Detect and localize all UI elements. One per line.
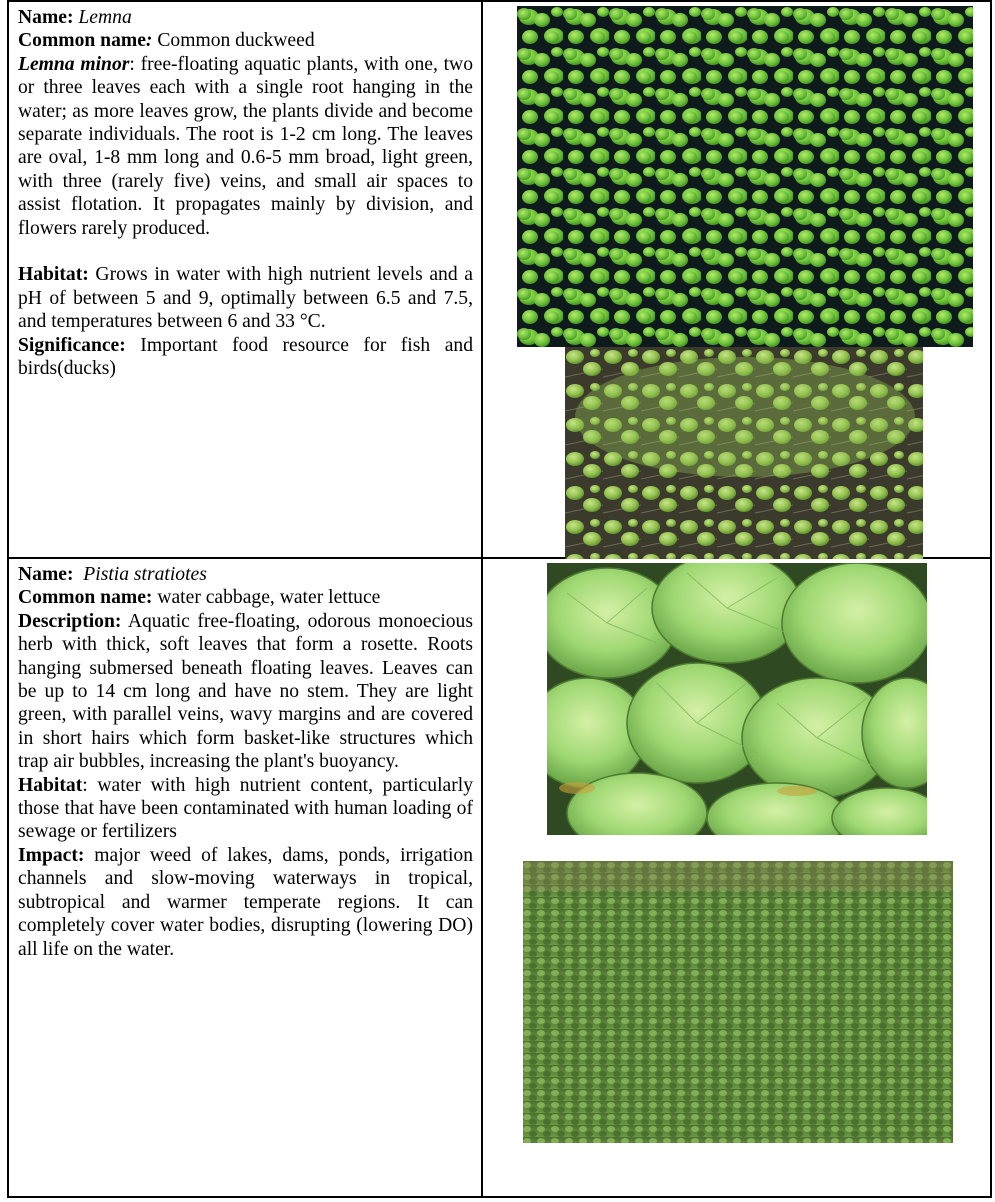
pistia-name-label: Name: (18, 564, 74, 585)
lemna-common-label: Common name (18, 30, 146, 52)
lemna-common-line (18, 29, 473, 52)
pistia-common-value: water cabbage, water lettuce (157, 587, 381, 609)
pistia-name-value: Pistia stratiotes (83, 564, 207, 585)
lemna-significance-paragraph (18, 334, 473, 381)
pistia-text-cell (9, 559, 481, 1196)
lemna-significance-text: Important food resource for fish and birds(ducks) (18, 334, 473, 380)
lemna-name-label: Name: (18, 7, 74, 28)
pistia-name-line (18, 563, 473, 586)
lemna-common-value: Common duckweed (157, 30, 315, 52)
lemna-name-value: Lemna (78, 7, 132, 28)
lemna-text-cell (9, 2, 481, 557)
duckweed-photo-top (517, 6, 973, 347)
pistia-impact-text: major weed of lakes, dams, ponds, irrigation channels and slow-moving waterways in tropical, subtropical and warmer temperate regions. It can completely cover water bodies, disrupting (lowering DO) all life on the water. (18, 844, 473, 960)
pistia-image-cell (483, 559, 990, 1196)
table-row-lemna (9, 2, 990, 559)
water-lettuce-carpet-photo (523, 861, 953, 1143)
lemna-species-text: : free-floating aquatic plants, with one, two or three leaves each with a single root hanging in the water; as more leaves grow, the plants divide and become separate individuals. The root is 1-2 cm long. The leaves are oval, 1-8 mm long and 0.6-5 mm broad, light green, with three (rarely five) veins, and small air spaces to assist flotation. It propagates mainly by division, and flowers rarely produced. (18, 53, 473, 239)
pistia-impact-label: Impact: (18, 844, 85, 866)
pistia-habitat-paragraph (18, 774, 473, 844)
lemna-species-paragraph (18, 53, 473, 240)
pistia-habitat-label: Habitat (18, 774, 83, 796)
water-lettuce-photo (547, 563, 927, 835)
pistia-habitat-text: : water with high nutrient content, particularly those that have been contaminated with human loading of sewage or fertilizers (18, 774, 473, 843)
species-table (7, 0, 992, 1198)
lemna-species-label: Lemna minor (18, 53, 130, 75)
pistia-common-line (18, 586, 473, 609)
pistia-description-paragraph (18, 610, 473, 774)
duckweed-photo-bottom (565, 347, 923, 559)
lemna-image-cell (483, 2, 990, 557)
lemna-name-line (18, 6, 473, 29)
pistia-common-label: Common name: (18, 587, 153, 609)
pistia-description-text: Aquatic free-floating, odorous monoecious herb with thick, soft leaves that form a rosette. Roots hanging submersed beneath floating leaves. Leaves can be up to 14 cm long and have no stem. They are light green, with parallel veins, wavy margins and are covered in short hairs which form basket-like structures which trap air bubbles, increasing the plant's buoyancy. (18, 610, 473, 773)
lemna-significance-label: Significance: (18, 334, 126, 356)
pistia-description-label: Description: (18, 610, 122, 632)
lemna-habitat-text: Grows in water with high nutrient levels and a pH of between 5 and 9, optimally between 6.5 and 7.5, and temperatures between 6 and 33 °C. (18, 264, 473, 333)
pistia-impact-paragraph (18, 844, 473, 961)
table-row-pistia (9, 559, 990, 1196)
lemna-habitat-label: Habitat: (18, 264, 89, 286)
lemna-common-colon: : (145, 30, 153, 52)
lemna-habitat-paragraph (18, 263, 473, 333)
